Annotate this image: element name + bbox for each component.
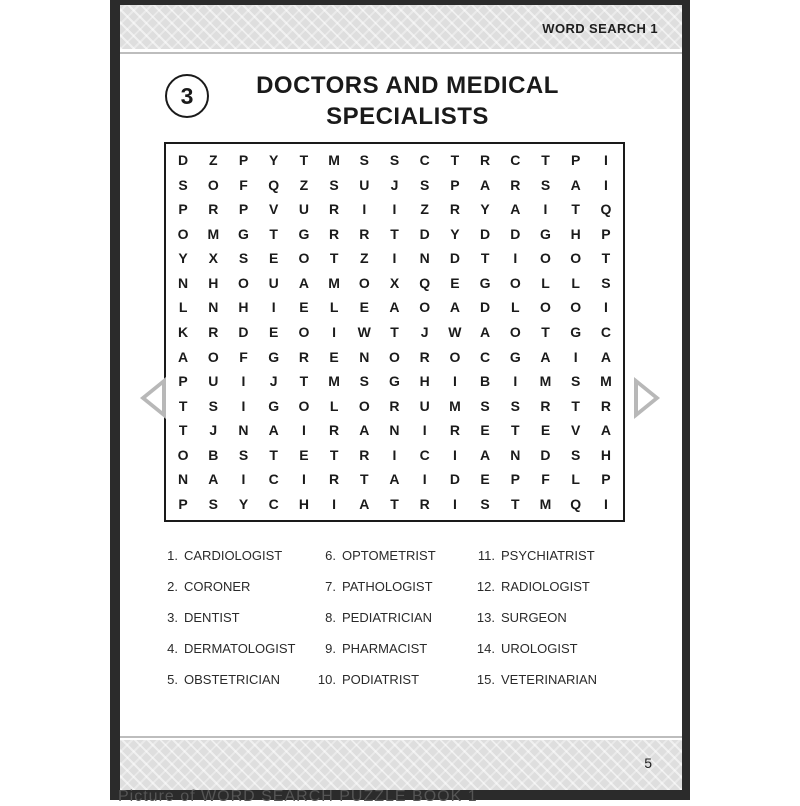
grid-letter: N <box>419 250 430 267</box>
grid-letter: C <box>268 471 279 488</box>
grid-letter: L <box>329 299 339 316</box>
word-list-item <box>156 672 280 687</box>
grid-letter: I <box>392 446 397 463</box>
grid-letter: O <box>570 299 582 316</box>
word-text: PODIATRIST <box>342 672 420 687</box>
grid-letter: P <box>601 471 611 488</box>
word-text: OPTOMETRIST <box>342 548 436 563</box>
grid-letter: G <box>389 373 400 390</box>
grid-letter: R <box>449 201 460 218</box>
book-page <box>120 5 682 790</box>
word-text: DENTIST <box>184 610 240 625</box>
grid-letter: R <box>208 323 219 340</box>
grid-letter: F <box>239 176 248 193</box>
grid-letter: R <box>329 225 340 242</box>
grid-letter: R <box>359 225 370 242</box>
grid-letter: I <box>422 471 427 488</box>
grid-letter: S <box>601 274 611 291</box>
grid-letter: V <box>269 201 279 218</box>
grid-letter: L <box>511 299 520 316</box>
header-divider <box>120 52 682 54</box>
grid-letter: N <box>178 471 189 488</box>
word-number: 11. <box>477 548 495 563</box>
grid-letter: D <box>480 299 491 316</box>
grid-letter: Q <box>600 201 612 218</box>
grid-letter: M <box>207 225 220 242</box>
word-number: 14. <box>476 641 495 656</box>
grid-letter: A <box>208 471 219 488</box>
grid-letter: R <box>389 397 400 414</box>
grid-letter: O <box>449 348 461 365</box>
grid-letter: U <box>268 274 279 291</box>
grid-letter: O <box>177 446 189 463</box>
word-number: 12. <box>476 579 495 594</box>
grid-letter: L <box>571 274 580 291</box>
word-list-item <box>156 610 240 625</box>
grid-letter: D <box>480 225 491 242</box>
grid-letter: I <box>422 422 427 439</box>
grid-letter: A <box>178 348 189 365</box>
grid-letter: I <box>332 323 337 340</box>
grid-letter: U <box>359 176 370 193</box>
grid-letter: H <box>298 495 309 512</box>
grid-letter: T <box>390 323 399 340</box>
grid-letter: N <box>359 348 370 365</box>
grid-letter: F <box>239 348 248 365</box>
word-list-item <box>156 579 250 594</box>
grid-letter: R <box>208 201 219 218</box>
word-text: SURGEON <box>501 610 567 625</box>
grid-letter: A <box>389 471 400 488</box>
grid-letter: O <box>298 397 310 414</box>
grid-letter: J <box>269 373 278 390</box>
word-list-item <box>473 610 567 625</box>
grid-letter: X <box>208 250 218 267</box>
grid-letter: E <box>480 471 490 488</box>
puzzle-number: 3 <box>180 82 194 109</box>
word-number: 5. <box>167 672 178 687</box>
letter-grid <box>164 142 625 522</box>
grid-letter: G <box>570 323 582 340</box>
grid-letter: O <box>207 176 219 193</box>
grid-letter: Y <box>238 495 249 512</box>
grid-letter: S <box>480 495 490 512</box>
grid-letter: T <box>571 397 580 414</box>
grid-letter: T <box>269 225 278 242</box>
grid-letter: Z <box>299 176 309 193</box>
word-text: PEDIATRICIAN <box>342 610 433 625</box>
word-number: 9. <box>325 641 336 656</box>
grid-letter: T <box>480 250 490 267</box>
grid-letter: O <box>540 250 551 267</box>
grid-letter: P <box>238 201 249 218</box>
grid-letter: S <box>208 495 218 512</box>
grid-letter: E <box>359 299 369 316</box>
grid-letter: T <box>541 152 550 169</box>
word-text: PSYCHIATRIST <box>501 548 595 563</box>
grid-letter: F <box>541 471 550 488</box>
grid-letter: V <box>571 422 581 439</box>
grid-letter: T <box>178 397 188 414</box>
grid-letter: R <box>510 176 521 193</box>
grid-letter: O <box>419 299 431 316</box>
grid-letter: R <box>359 446 370 463</box>
grid-letter: J <box>209 422 218 439</box>
grid-letter: O <box>177 225 189 242</box>
word-list-item <box>314 610 432 625</box>
grid-letter: P <box>178 495 188 512</box>
grid-letter: O <box>509 323 521 340</box>
grid-letter: L <box>571 471 580 488</box>
word-number: 7. <box>325 579 336 594</box>
grid-letter: I <box>513 373 518 390</box>
footer-divider <box>120 736 682 738</box>
grid-letter: O <box>570 250 582 267</box>
grid-letter: I <box>241 397 246 414</box>
grid-letter: N <box>208 299 219 316</box>
word-number: 3. <box>167 610 178 625</box>
grid-letter: N <box>178 274 189 291</box>
grid-letter: Y <box>480 201 490 218</box>
grid-letter: I <box>362 201 367 218</box>
grid-letter: G <box>479 274 491 291</box>
grid-letter: H <box>600 446 611 463</box>
grid-letter: P <box>238 152 249 169</box>
grid-letter: D <box>238 323 249 340</box>
grid-letter: P <box>178 373 188 390</box>
grid-letter: M <box>600 373 612 390</box>
grid-letter: P <box>178 201 188 218</box>
grid-letter: I <box>392 250 397 267</box>
grid-letter: P <box>510 471 520 488</box>
grid-letter: E <box>540 422 551 439</box>
grid-letter: D <box>178 152 189 169</box>
word-number: 2. <box>167 579 178 594</box>
grid-letter: I <box>543 201 548 218</box>
grid-letter: I <box>603 152 608 169</box>
word-list-item <box>314 641 427 656</box>
word-number: 15. <box>476 672 495 687</box>
grid-letter: S <box>389 152 400 169</box>
image-caption: Picture of WORD SEARCH PUZZLE BOOK 1 <box>118 788 478 805</box>
grid-letter: E <box>299 446 309 463</box>
grid-letter: Q <box>570 495 582 512</box>
grid-letter: P <box>450 176 460 193</box>
grid-letter: S <box>238 446 249 463</box>
grid-letter: G <box>540 225 551 242</box>
grid-letter: E <box>299 299 309 316</box>
grid-letter: A <box>359 422 370 439</box>
grid-letter: S <box>571 373 581 390</box>
grid-letter: M <box>539 373 552 390</box>
grid-letter: T <box>511 495 520 512</box>
grid-letter: O <box>389 348 400 365</box>
grid-letter: C <box>600 323 611 340</box>
grid-letter: A <box>480 446 491 463</box>
grid-letter: I <box>301 422 306 439</box>
word-number: 13. <box>476 610 495 625</box>
grid-letter: U <box>208 373 219 390</box>
word-number: 6. <box>325 548 336 563</box>
grid-letter: W <box>448 323 462 340</box>
grid-letter: O <box>509 274 521 291</box>
grid-letter: G <box>268 397 280 414</box>
grid-letter: R <box>419 495 430 512</box>
word-list-item <box>473 579 590 594</box>
grid-letter: E <box>329 348 339 365</box>
grid-letter: D <box>449 250 460 267</box>
grid-letter: W <box>357 323 371 340</box>
grid-letter: N <box>238 422 249 439</box>
grid-letter: T <box>390 225 399 242</box>
grid-letter: X <box>389 274 400 291</box>
puzzle-title-line2: SPECIALISTS <box>326 103 489 130</box>
grid-letter: C <box>268 495 279 512</box>
word-number: 1. <box>167 548 178 563</box>
grid-letter: O <box>207 348 219 365</box>
grid-letter: D <box>540 446 551 463</box>
grid-letter: B <box>480 373 491 390</box>
grid-letter: T <box>329 250 339 267</box>
grid-letter: C <box>480 348 491 365</box>
word-list-item <box>473 672 597 687</box>
grid-letter: M <box>539 495 552 512</box>
grid-letter: Z <box>209 152 218 169</box>
grid-letter: A <box>480 176 491 193</box>
running-head: WORD SEARCH 1 <box>542 21 658 36</box>
grid-letter: Q <box>268 176 280 193</box>
grid-letter: I <box>603 495 608 512</box>
grid-letter: I <box>271 299 276 316</box>
grid-letter: G <box>238 225 249 242</box>
grid-letter: I <box>241 373 246 390</box>
word-text: VETERINARIAN <box>501 672 598 687</box>
grid-letter: G <box>268 348 280 365</box>
word-list-item <box>314 548 436 563</box>
grid-letter: R <box>600 397 611 414</box>
grid-letter: T <box>178 422 188 439</box>
grid-letter: A <box>389 299 400 316</box>
grid-letter: Z <box>420 201 429 218</box>
grid-letter: R <box>329 201 340 218</box>
grid-letter: T <box>299 373 309 390</box>
grid-letter: N <box>510 446 521 463</box>
grid-letter: A <box>449 299 460 316</box>
grid-letter: A <box>298 274 309 291</box>
grid-letter: K <box>178 323 189 340</box>
grid-letter: O <box>540 299 551 316</box>
grid-letter: Z <box>360 250 369 267</box>
grid-letter: S <box>178 176 188 193</box>
grid-letter: C <box>510 152 521 169</box>
word-number: 4. <box>167 641 178 656</box>
grid-letter: T <box>571 201 580 218</box>
grid-letter: I <box>241 471 246 488</box>
word-text: PHARMACIST <box>342 641 428 656</box>
word-list-item <box>314 672 419 687</box>
grid-letter: I <box>392 201 397 218</box>
grid-letter: S <box>510 397 520 414</box>
grid-letter: R <box>298 348 309 365</box>
word-list-item <box>473 641 578 656</box>
page-number: 5 <box>644 755 652 771</box>
grid-letter: D <box>449 471 460 488</box>
grid-letter: D <box>510 225 521 242</box>
word-list-item <box>156 641 295 656</box>
word-number: 10. <box>317 672 336 687</box>
grid-letter: A <box>600 422 611 439</box>
grid-letter: T <box>269 446 278 463</box>
grid-letter: D <box>419 225 430 242</box>
word-list-item <box>314 579 433 594</box>
word-number: 8. <box>325 610 336 625</box>
grid-letter: I <box>452 446 457 463</box>
footer-band <box>120 740 682 790</box>
grid-letter: O <box>298 250 310 267</box>
grid-letter: J <box>420 323 429 340</box>
grid-letter: R <box>419 348 430 365</box>
grid-letter: I <box>332 495 337 512</box>
grid-letter: Y <box>450 225 460 242</box>
grid-letter: S <box>540 176 551 193</box>
grid-letter: U <box>298 201 309 218</box>
grid-letter: S <box>420 176 430 193</box>
grid-letter: I <box>603 176 608 193</box>
grid-letter: S <box>208 397 218 414</box>
grid-letter: L <box>329 397 339 414</box>
grid-letter: E <box>480 422 490 439</box>
header-band <box>120 5 682 49</box>
grid-letter: S <box>480 397 490 414</box>
grid-letter: Y <box>178 250 188 267</box>
grid-letter: T <box>601 250 611 267</box>
word-text: DERMATOLOGIST <box>184 641 296 656</box>
grid-letter: M <box>449 397 461 414</box>
grid-letter: O <box>238 274 249 291</box>
word-list-item <box>156 548 282 563</box>
grid-letter: T <box>329 446 339 463</box>
word-text: OBSTETRICIAN <box>184 672 281 687</box>
word-text: PATHOLOGIST <box>342 579 433 594</box>
grid-letter: L <box>178 299 188 316</box>
grid-letter: Y <box>269 152 279 169</box>
grid-letter: A <box>510 201 521 218</box>
grid-letter: S <box>329 176 339 193</box>
grid-letter: L <box>541 274 550 291</box>
grid-letter: M <box>328 152 340 169</box>
grid-letter: C <box>419 446 430 463</box>
grid-letter: H <box>419 373 430 390</box>
grid-letter: R <box>480 152 491 169</box>
grid-letter: J <box>390 176 399 193</box>
grid-letter: S <box>359 152 369 169</box>
word-list <box>164 548 634 708</box>
grid-letter: T <box>450 152 460 169</box>
grid-letter: A <box>359 495 370 512</box>
grid-letter: N <box>389 422 400 439</box>
grid-letter: M <box>328 274 340 291</box>
grid-letter: I <box>452 495 457 512</box>
grid-letter: A <box>480 323 491 340</box>
grid-letter: G <box>298 225 310 242</box>
grid-letter: E <box>269 323 279 340</box>
grid-letter: Q <box>419 274 431 291</box>
puzzle-number-badge <box>165 74 209 118</box>
grid-letter: S <box>571 446 581 463</box>
grid-letter: R <box>329 471 340 488</box>
word-list-item <box>473 548 595 563</box>
grid-letter: M <box>328 373 340 390</box>
grid-letter: T <box>299 152 309 169</box>
word-text: CORONER <box>184 579 251 594</box>
grid-letter: T <box>390 495 399 512</box>
word-text: RADIOLOGIST <box>501 579 590 594</box>
grid-letter: A <box>540 348 551 365</box>
grid-letter: U <box>419 397 430 414</box>
grid-letter: I <box>452 373 457 390</box>
grid-letter: E <box>450 274 460 291</box>
grid-letter: O <box>358 274 370 291</box>
grid-letter: O <box>358 397 370 414</box>
grid-letter: E <box>269 250 279 267</box>
grid-letter: I <box>301 471 306 488</box>
grid-letter: R <box>449 422 460 439</box>
grid-letter: I <box>573 348 578 365</box>
grid-letter: H <box>238 299 249 316</box>
grid-letter: H <box>208 274 219 291</box>
grid-letter: I <box>603 299 608 316</box>
grid-letter: T <box>360 471 369 488</box>
puzzle-title-line1: DOCTORS AND MEDICAL <box>256 72 559 99</box>
grid-letter: I <box>513 250 518 267</box>
grid-letter: P <box>601 225 611 242</box>
word-text: CARDIOLOGIST <box>184 548 283 563</box>
grid-letter: G <box>509 348 521 365</box>
grid-letter: P <box>571 152 581 169</box>
grid-letter: R <box>540 397 551 414</box>
grid-letter: H <box>570 225 581 242</box>
grid-letter: R <box>329 422 340 439</box>
grid-letter: O <box>298 323 310 340</box>
grid-letter: S <box>238 250 249 267</box>
grid-letter: B <box>208 446 219 463</box>
grid-letter: C <box>419 152 430 169</box>
grid-letter: S <box>359 373 369 390</box>
grid-letter: T <box>541 323 550 340</box>
grid-letter: A <box>570 176 581 193</box>
grid-letter: A <box>268 422 279 439</box>
grid-letter: A <box>600 348 611 365</box>
word-text: UROLOGIST <box>501 641 578 656</box>
grid-letter: T <box>511 422 520 439</box>
